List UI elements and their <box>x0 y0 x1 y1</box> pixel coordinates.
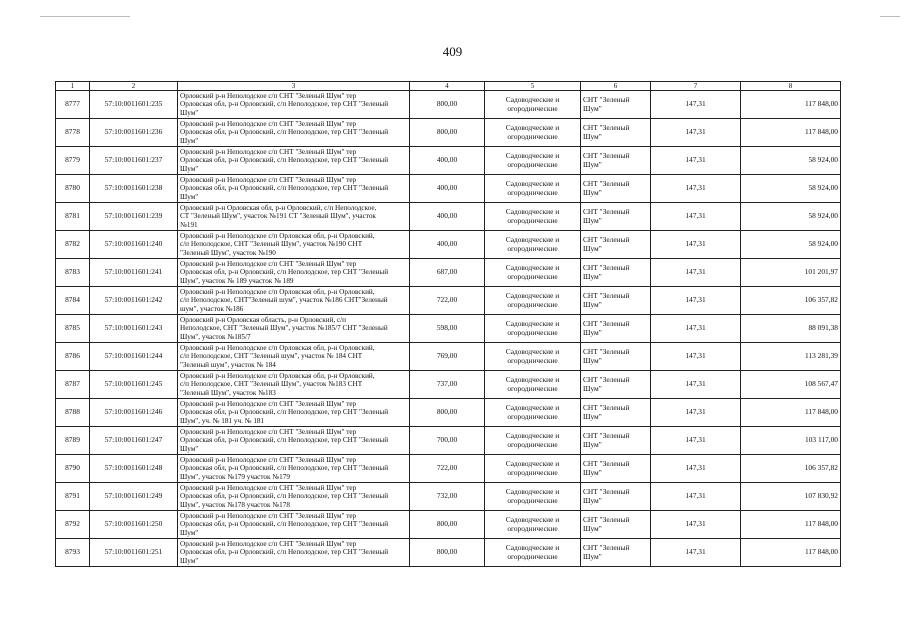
land-use-line: огороднические <box>507 159 558 169</box>
table-row <box>56 343 841 371</box>
land-use-line: огороднические <box>507 187 558 197</box>
partnership-cell: СНТ "Зеленый Шум" <box>581 119 651 147</box>
area-cell: 400,00 <box>410 147 485 175</box>
address-cell <box>178 259 410 287</box>
land-use-line: Садоводческие и <box>505 234 560 244</box>
cadastral-value-cell: 88 091,38 <box>741 315 841 343</box>
record-number-cell: 8777 <box>56 91 90 119</box>
table-row <box>56 483 841 511</box>
cadastral-value-cell: 58 924,00 <box>741 175 841 203</box>
record-number-cell: 8787 <box>56 371 90 399</box>
address-line: Шум", уч. № 181 уч. № 181 <box>180 416 265 425</box>
table-row <box>56 119 841 147</box>
partnership-cell: СНТ "Зеленый Шум" <box>581 371 651 399</box>
column-number: 3 <box>178 82 410 91</box>
cadastral-value-cell: 58 924,00 <box>741 203 841 231</box>
address-line: Орловский р-н Неполодское с/п Орловская обл, р-н Орловский, <box>180 343 375 352</box>
land-use-line: огороднические <box>507 243 558 253</box>
address-cell <box>178 119 410 147</box>
record-number-cell: 8785 <box>56 315 90 343</box>
table-row <box>56 91 841 119</box>
address-line: Шум", участок №179 участок №179 <box>180 472 290 481</box>
area-cell: 737,00 <box>410 371 485 399</box>
address-cell <box>178 427 410 455</box>
partnership-cell: СНТ "Зеленый Шум" <box>581 399 651 427</box>
address-cell <box>178 371 410 399</box>
specific-value-cell: 147,31 <box>651 119 741 147</box>
land-use-cell <box>485 231 581 259</box>
address-line: "Зеленый Шум", участок №183 <box>180 388 276 397</box>
land-use-line: Садоводческие и <box>505 402 560 412</box>
cadastral-value-cell: 106 357,82 <box>741 455 841 483</box>
address-line: Орловский р-н Неполодское с/п СНТ "Зеленый Шум" тер <box>180 455 357 464</box>
partnership-cell: СНТ "Зеленый Шум" <box>581 287 651 315</box>
land-use-line: огороднические <box>507 439 558 449</box>
specific-value-cell: 147,31 <box>651 91 741 119</box>
address-cell <box>178 539 410 567</box>
area-cell: 400,00 <box>410 175 485 203</box>
cadastral-number-cell: 57:10:0011601:244 <box>90 343 178 371</box>
land-use-line: огороднические <box>507 327 558 337</box>
address-line: СТ "Зеленый Шум", участок №191 СТ "Зеленый Шум", участок <box>180 212 376 221</box>
address-cell <box>178 147 410 175</box>
cadastral-number-cell: 57:10:0011601:248 <box>90 455 178 483</box>
specific-value-cell: 147,31 <box>651 343 741 371</box>
area-cell: 700,00 <box>410 427 485 455</box>
cadastral-number-cell: 57:10:0011601:250 <box>90 511 178 539</box>
area-cell: 769,00 <box>410 343 485 371</box>
cadastral-value-cell: 101 201,97 <box>741 259 841 287</box>
address-line: Орловский р-н Неполодское с/п СНТ "Зеленый Шум" тер <box>180 91 357 100</box>
land-use-cell <box>485 147 581 175</box>
land-use-cell <box>485 483 581 511</box>
address-cell <box>178 455 410 483</box>
specific-value-cell: 147,31 <box>651 175 741 203</box>
area-cell: 598,00 <box>410 315 485 343</box>
address-line: Шум" <box>180 528 199 537</box>
land-use-line: Садоводческие и <box>505 514 560 524</box>
record-number-cell: 8779 <box>56 147 90 175</box>
land-use-line: огороднические <box>507 271 558 281</box>
address-line: Шум" <box>180 108 199 117</box>
land-use-line: огороднические <box>507 103 558 113</box>
column-number: 6 <box>581 82 651 91</box>
land-use-line: Садоводческие и <box>505 430 560 440</box>
address-cell <box>178 287 410 315</box>
land-use-line: Садоводческие и <box>505 262 560 272</box>
address-line: с/п Неполодское, СНТ "Зеленый шум", участок № 184 СНТ <box>180 352 363 361</box>
record-number-cell: 8786 <box>56 343 90 371</box>
address-cell <box>178 203 410 231</box>
table-row <box>56 371 841 399</box>
address-cell <box>178 399 410 427</box>
cadastral-number-cell: 57:10:0011601:246 <box>90 399 178 427</box>
address-line: Шум", участок № 189 участок № 189 <box>180 276 294 285</box>
cadastral-value-cell: 103 117,00 <box>741 427 841 455</box>
cadastral-value-cell: 117 848,00 <box>741 91 841 119</box>
specific-value-cell: 147,31 <box>651 203 741 231</box>
specific-value-cell: 147,31 <box>651 483 741 511</box>
cadastral-number-cell: 57:10:0011601:249 <box>90 483 178 511</box>
cadastral-number-cell: 57:10:0011601:241 <box>90 259 178 287</box>
address-line: №191 <box>180 220 198 229</box>
column-number: 7 <box>651 82 741 91</box>
address-cell <box>178 315 410 343</box>
cadastral-number-cell: 57:10:0011601:237 <box>90 147 178 175</box>
cadastral-value-cell: 107 830,92 <box>741 483 841 511</box>
land-use-cell <box>485 371 581 399</box>
table-row <box>56 539 841 567</box>
address-line: Орловская обл, р-н Орловский, с/п Неполодское, тер СНТ "Зеленый <box>180 436 389 445</box>
specific-value-cell: 147,31 <box>651 231 741 259</box>
address-line: Орловский р-н Неполодское с/п СНТ "Зеленый Шум" тер <box>180 511 357 520</box>
specific-value-cell: 147,31 <box>651 259 741 287</box>
address-line: Шум", участок №185/7 <box>180 332 251 341</box>
area-cell: 800,00 <box>410 399 485 427</box>
cadastral-number-cell: 57:10:0011601:238 <box>90 175 178 203</box>
record-number-cell: 8792 <box>56 511 90 539</box>
address-cell <box>178 175 410 203</box>
table-row <box>56 315 841 343</box>
address-cell <box>178 91 410 119</box>
address-line: Орловский р-н Неполодское с/п СНТ "Зеленый Шум" тер <box>180 175 357 184</box>
land-use-cell <box>485 427 581 455</box>
land-use-line: огороднические <box>507 383 558 393</box>
land-use-line: огороднические <box>507 355 558 365</box>
cadastral-value-cell: 108 567,47 <box>741 371 841 399</box>
specific-value-cell: 147,31 <box>651 427 741 455</box>
cadastral-number-cell: 57:10:0011601:240 <box>90 231 178 259</box>
cadastral-value-cell: 117 848,00 <box>741 399 841 427</box>
address-line: Шум" <box>180 164 199 173</box>
scan-artifact-right <box>880 16 900 17</box>
column-number: 1 <box>56 82 90 91</box>
column-number: 5 <box>485 82 581 91</box>
table-row <box>56 259 841 287</box>
land-use-line: огороднические <box>507 215 558 225</box>
record-number-cell: 8783 <box>56 259 90 287</box>
land-use-line: Садоводческие и <box>505 94 560 104</box>
partnership-cell: СНТ "Зеленый Шум" <box>581 483 651 511</box>
record-number-cell: 8791 <box>56 483 90 511</box>
partnership-cell: СНТ "Зеленый Шум" <box>581 147 651 175</box>
record-number-cell: 8789 <box>56 427 90 455</box>
address-line: Орловская обл, р-н Орловский, с/п Неполодское, тер СНТ "Зеленый <box>180 520 389 529</box>
land-use-line: Садоводческие и <box>505 542 560 552</box>
record-number-cell: 8782 <box>56 231 90 259</box>
land-use-line: Садоводческие и <box>505 178 560 188</box>
scan-artifact-left <box>40 16 130 17</box>
address-line: Орловская обл, р-н Орловский, с/п Неполодское, тер СНТ "Зеленый <box>180 268 389 277</box>
record-number-cell: 8784 <box>56 287 90 315</box>
column-number: 4 <box>410 82 485 91</box>
land-use-line: Садоводческие и <box>505 150 560 160</box>
partnership-cell: СНТ "Зеленый Шум" <box>581 91 651 119</box>
area-cell: 722,00 <box>410 287 485 315</box>
record-number-cell: 8793 <box>56 539 90 567</box>
address-line: Орловская обл, р-н Орловский, с/п Неполодское, тер СНТ "Зеленый <box>180 548 389 557</box>
partnership-cell: СНТ "Зеленый Шум" <box>581 259 651 287</box>
land-use-line: Садоводческие и <box>505 374 560 384</box>
area-cell: 800,00 <box>410 511 485 539</box>
address-line: Орловский р-н Неполодское с/п СНТ "Зеленый Шум" тер <box>180 399 357 408</box>
record-number-cell: 8778 <box>56 119 90 147</box>
land-use-line: огороднические <box>507 131 558 141</box>
land-use-cell <box>485 539 581 567</box>
land-use-line: огороднические <box>507 495 558 505</box>
address-line: Орловский р-н Неполодское с/п Орловская обл, р-н Орловский, <box>180 231 375 240</box>
partnership-cell: СНТ "Зеленый Шум" <box>581 231 651 259</box>
partnership-cell: СНТ "Зеленый Шум" <box>581 455 651 483</box>
address-line: Орловская обл, р-н Орловский, с/п Неполодское, тер СНТ "Зеленый <box>180 184 389 193</box>
address-line: Орловский р-н Неполодское с/п СНТ "Зеленый Шум" тер <box>180 427 357 436</box>
table-row <box>56 231 841 259</box>
address-line: Орловский р-н Неполодское с/п СНТ "Зеленый Шум" тер <box>180 147 357 156</box>
address-line: Орловская обл, р-н Орловский, с/п Неполодское, тер СНТ "Зеленый <box>180 156 389 165</box>
address-line: Орловская обл, р-н Орловский, с/п Неполодское, тер СНТ "Зеленый <box>180 492 389 501</box>
cadastral-value-cell: 117 848,00 <box>741 511 841 539</box>
land-use-cell <box>485 399 581 427</box>
address-line: Орловская обл, р-н Орловский, с/п Неполодское, тер СНТ "Зеленый <box>180 128 389 137</box>
partnership-cell: СНТ "Зеленый Шум" <box>581 343 651 371</box>
address-line: "Зеленый шум", участок № 184 <box>180 360 276 369</box>
address-line: Неполодское, СНТ "Зеленый Шум", участок №185/7 СНТ "Зеленый <box>180 324 388 333</box>
land-use-line: Садоводческие и <box>505 486 560 496</box>
partnership-cell: СНТ "Зеленый Шум" <box>581 539 651 567</box>
partnership-cell: СНТ "Зеленый Шум" <box>581 511 651 539</box>
record-number-cell: 8781 <box>56 203 90 231</box>
table-row <box>56 287 841 315</box>
cadastral-number-cell: 57:10:0011601:251 <box>90 539 178 567</box>
address-cell <box>178 483 410 511</box>
address-line: с/п Неполодское, СНТ"Зеленый шум", участок №186 СНТ"Зеленый <box>180 296 388 305</box>
address-line: Орловская обл, р-н Орловский, с/п Неполодское, тер СНТ "Зеленый <box>180 408 389 417</box>
table-row <box>56 175 841 203</box>
partnership-cell: СНТ "Зеленый Шум" <box>581 175 651 203</box>
address-line: Шум" <box>180 556 199 565</box>
land-use-cell <box>485 287 581 315</box>
table-row <box>56 455 841 483</box>
land-use-cell <box>485 91 581 119</box>
area-cell: 722,00 <box>410 455 485 483</box>
table-row <box>56 203 841 231</box>
land-use-line: Садоводческие и <box>505 122 560 132</box>
specific-value-cell: 147,31 <box>651 455 741 483</box>
partnership-cell: СНТ "Зеленый Шум" <box>581 315 651 343</box>
specific-value-cell: 147,31 <box>651 511 741 539</box>
land-use-cell <box>485 259 581 287</box>
land-use-line: Садоводческие и <box>505 346 560 356</box>
cadastral-number-cell: 57:10:0011601:247 <box>90 427 178 455</box>
cadastral-value-cell: 113 281,39 <box>741 343 841 371</box>
area-cell: 800,00 <box>410 91 485 119</box>
cadastral-number-cell: 57:10:0011601:245 <box>90 371 178 399</box>
address-line: Орловский р-н Неполодское с/п СНТ "Зеленый Шум" тер <box>180 259 357 268</box>
table-row <box>56 147 841 175</box>
land-use-line: огороднические <box>507 551 558 561</box>
land-use-cell <box>485 203 581 231</box>
address-cell <box>178 231 410 259</box>
land-use-cell <box>485 455 581 483</box>
land-use-cell <box>485 511 581 539</box>
land-use-cell <box>485 175 581 203</box>
specific-value-cell: 147,31 <box>651 399 741 427</box>
cadastral-value-cell: 117 848,00 <box>741 539 841 567</box>
partnership-cell: СНТ "Зеленый Шум" <box>581 203 651 231</box>
cadastral-number-cell: 57:10:0011601:239 <box>90 203 178 231</box>
address-cell <box>178 343 410 371</box>
land-use-cell <box>485 343 581 371</box>
table-row <box>56 511 841 539</box>
land-use-line: Садоводческие и <box>505 290 560 300</box>
area-cell: 400,00 <box>410 203 485 231</box>
land-use-cell <box>485 119 581 147</box>
specific-value-cell: 147,31 <box>651 315 741 343</box>
record-number-cell: 8780 <box>56 175 90 203</box>
record-number-cell: 8790 <box>56 455 90 483</box>
area-cell: 732,00 <box>410 483 485 511</box>
specific-value-cell: 147,31 <box>651 371 741 399</box>
cadastral-value-cell: 106 357,82 <box>741 287 841 315</box>
specific-value-cell: 147,31 <box>651 539 741 567</box>
land-use-line: огороднические <box>507 299 558 309</box>
table-row <box>56 427 841 455</box>
land-use-line: огороднические <box>507 523 558 533</box>
land-use-line: Садоводческие и <box>505 206 560 216</box>
address-line: с/п Неполодское, СНТ "Зеленый Шум", участок №190 СНТ <box>180 240 363 249</box>
address-line: Орловский р-н Неполодское с/п СНТ "Зеленый Шум" тер <box>180 539 357 548</box>
land-use-line: Садоводческие и <box>505 318 560 328</box>
column-number: 2 <box>90 82 178 91</box>
cadastral-number-cell: 57:10:0011601:242 <box>90 287 178 315</box>
page-number: 409 <box>442 44 463 59</box>
specific-value-cell: 147,31 <box>651 147 741 175</box>
address-line: шум", участок №186 <box>180 304 244 313</box>
address-line: Шум" <box>180 444 199 453</box>
cadastral-number-cell: 57:10:0011601:243 <box>90 315 178 343</box>
address-line: Орловский р-н Орловская область, р-н Орловский, с/п <box>180 315 347 324</box>
land-use-line: Садоводческие и <box>505 458 560 468</box>
record-number-cell: 8788 <box>56 399 90 427</box>
address-line: Орловский р-н Неполодское с/п СНТ "Зеленый Шум" тер <box>180 119 357 128</box>
area-cell: 800,00 <box>410 539 485 567</box>
land-use-line: огороднические <box>507 411 558 421</box>
land-plot-registry-table <box>55 81 841 567</box>
cadastral-value-cell: 117 848,00 <box>741 119 841 147</box>
table-row <box>56 399 841 427</box>
address-line: Орловская обл, р-н Орловский, с/п Неполодское, тер СНТ "Зеленый <box>180 100 389 109</box>
address-line: Орловский р-н Неполодское с/п Орловская обл, р-н Орловский, <box>180 287 375 296</box>
address-line: Орловский р-н Неполодское с/п Орловская обл, р-н Орловский, <box>180 371 375 380</box>
address-line: Орловская обл, р-н Орловский, с/п Неполодское, тер СНТ "Зеленый <box>180 464 389 473</box>
cadastral-value-cell: 58 924,00 <box>741 231 841 259</box>
address-line: Шум", участок №178 участок №178 <box>180 500 290 509</box>
area-cell: 800,00 <box>410 119 485 147</box>
cadastral-number-cell: 57:10:0011601:236 <box>90 119 178 147</box>
address-cell <box>178 511 410 539</box>
area-cell: 687,00 <box>410 259 485 287</box>
address-line: Шум" <box>180 192 199 201</box>
address-line: Орловский р-н Орловская обл, р-н Орловский, с/п Неполодское, <box>180 203 377 212</box>
specific-value-cell: 147,31 <box>651 287 741 315</box>
address-line: Шум" <box>180 136 199 145</box>
column-number-row <box>56 82 841 91</box>
registry-body <box>56 82 841 567</box>
address-line: с/п Неполодское, СНТ "Зеленый Шум", участок №183 СНТ <box>180 380 363 389</box>
cadastral-number-cell: 57:10:0011601:235 <box>90 91 178 119</box>
column-number: 8 <box>741 82 841 91</box>
land-use-cell <box>485 315 581 343</box>
land-use-line: огороднические <box>507 467 558 477</box>
cadastral-value-cell: 58 924,00 <box>741 147 841 175</box>
partnership-cell: СНТ "Зеленый Шум" <box>581 427 651 455</box>
address-line: Орловский р-н Неполодское с/п СНТ "Зеленый Шум" тер <box>180 483 357 492</box>
area-cell: 400,00 <box>410 231 485 259</box>
address-line: "Зеленый Шум", участок №190 <box>180 248 276 257</box>
